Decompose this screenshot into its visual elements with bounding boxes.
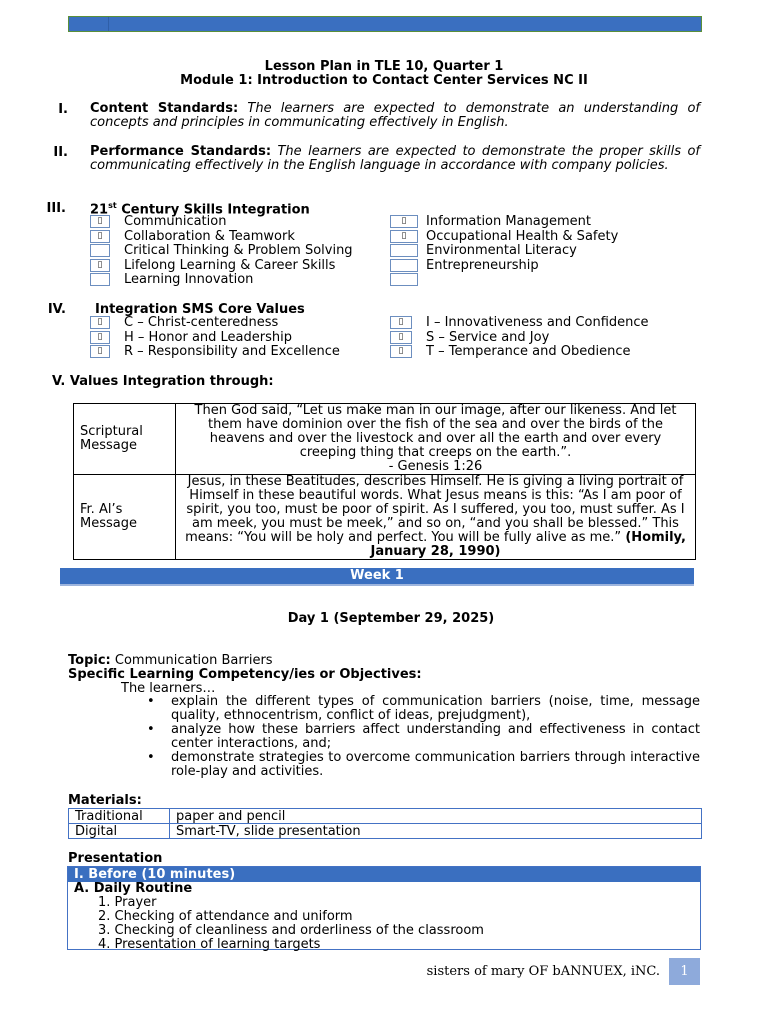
skill-label: Entrepreneurship — [426, 257, 539, 273]
page-number: 1 — [669, 958, 700, 985]
daily-routine-heading: A. Daily Routine — [74, 881, 193, 896]
objectives-heading: Specific Learning Competency/ies or Objectives: — [68, 667, 422, 682]
performance-standards-text: The learners are expected to demonstrate the proper skills of communicating effectively in the English language in accordance with company policies. — [90, 144, 701, 173]
skill-label: Environmental Literacy — [426, 243, 577, 258]
values-integration-heading: V. Values Integration through: — [52, 374, 274, 389]
list-item — [147, 750, 700, 779]
skill-checkbox[interactable]: ▯ — [90, 230, 110, 243]
skill-label: Occupational Health & Safety — [426, 228, 619, 244]
fr-al-message-label: Fr. Al’s Message — [74, 475, 176, 560]
scriptural-message-reference: - Genesis 1:26 — [388, 459, 483, 474]
core-value-label: T – Temperance and Obedience — [426, 344, 631, 359]
list-item: 1. Prayer — [98, 895, 157, 910]
table-row — [69, 824, 702, 839]
routine-list — [68, 896, 700, 952]
fr-al-message-cell — [176, 475, 696, 560]
skill-item — [390, 230, 618, 245]
core-values-right — [390, 316, 649, 360]
presentation-box — [67, 866, 701, 950]
table-row — [74, 404, 696, 475]
core-value-checkbox[interactable]: ▯ — [90, 345, 110, 358]
materials-table — [68, 808, 702, 839]
skill-item — [390, 259, 618, 274]
core-value-checkbox[interactable]: ▯ — [390, 331, 412, 344]
values-integration-table — [73, 403, 696, 560]
skill-label: Lifelong Learning & Career Skills — [124, 257, 336, 273]
objective-text: explain the different types of communication barriers (noise, time, message quality, ethnocentrism, conflict of ideas, prejudgment), — [171, 694, 700, 723]
core-value-item — [390, 331, 649, 346]
list-item — [147, 722, 700, 751]
core-value-checkbox[interactable]: ▯ — [90, 316, 110, 329]
skill-checkbox[interactable] — [390, 273, 418, 286]
core-value-label: I – Innovativeness and Confidence — [426, 315, 649, 330]
core-value-item — [90, 316, 340, 331]
list-item: 4. Presentation of learning targets — [98, 937, 321, 952]
fr-al-message-text: Jesus, in these Beatitudes, describes Himself. He is giving a living portrait of Himself in these beautiful words. What Jesus means is this: “As I am poor of spirit, you too, must be poor of spirit. As I suffered, you too, must suffer. As I am meek, you must be meek,” and so on, “and you shall be blessed.” This means: “You will be holy and perfect. You will be fully alive as me.” — [185, 474, 685, 545]
skills-left-list — [90, 215, 353, 288]
performance-standards-label: Performance Standards: — [90, 144, 272, 159]
scriptural-message-label: Scriptural Message — [74, 404, 176, 475]
footer-text: sisters of mary OF bANNUEX, iNC. — [426, 964, 660, 979]
document-title — [0, 60, 768, 88]
skill-checkbox[interactable]: ▯ — [390, 230, 418, 243]
material-type: Traditional — [69, 809, 170, 824]
title-line-2: Module 1: Introduction to Contact Center Services NC II — [180, 73, 588, 88]
list-item: 2. Checking of attendance and uniform — [98, 909, 353, 924]
skill-label: Information Management — [426, 214, 592, 229]
section-4-number: IV. — [47, 302, 66, 317]
skill-checkbox[interactable] — [390, 244, 418, 257]
fr-al-message-reference: (Homily, January 28, 1990) — [370, 530, 686, 559]
skill-label: Critical Thinking & Problem Solving — [124, 243, 353, 258]
section-2-number: II. — [53, 145, 68, 160]
scriptural-message-cell — [176, 404, 696, 475]
core-value-item — [390, 316, 649, 331]
skill-item — [90, 273, 353, 288]
skills-heading-text: Century Skills Integration — [116, 202, 310, 218]
skill-checkbox[interactable] — [90, 273, 110, 286]
before-header: I. Before (10 minutes) — [68, 867, 700, 882]
learners-intro: The learners… — [121, 681, 216, 696]
scriptural-message-text: Then God said, “Let us make man in our image, after our likeness. And let them have dominion over the fish of the sea and over the birds of the heavens and over the livestock and over all the earth and over every creeping thing that creeps on the earth.”. — [194, 403, 677, 460]
skill-checkbox[interactable]: ▯ — [90, 215, 110, 228]
core-values-left — [90, 316, 340, 360]
skill-checkbox[interactable] — [90, 244, 110, 257]
skills-heading-sup: st — [108, 201, 117, 210]
bullet-icon: • — [147, 722, 155, 737]
core-value-checkbox[interactable]: ▯ — [390, 316, 412, 329]
topic-value: Communication Barriers — [114, 653, 273, 668]
skill-label: Collaboration & Teamwork — [124, 228, 295, 244]
content-standards-label: Content Standards: — [90, 101, 239, 116]
week-header: Week 1 — [60, 568, 694, 586]
core-value-label: H – Honor and Leadership — [124, 329, 292, 345]
performance-standards — [90, 145, 700, 173]
skill-item — [90, 230, 353, 245]
section-3-number: III. — [46, 201, 66, 216]
topic-label: Topic: — [68, 653, 111, 668]
core-value-label: S – Service and Joy — [426, 329, 550, 345]
core-value-checkbox[interactable]: ▯ — [390, 345, 412, 358]
title-line-1: Lesson Plan in TLE 10, Quarter 1 — [264, 59, 504, 74]
skill-item — [90, 215, 353, 230]
table-row — [69, 809, 702, 824]
skill-checkbox[interactable]: ▯ — [390, 215, 418, 228]
objective-text: analyze how these barriers affect understanding and effectiveness in contact center interactions, and; — [171, 722, 700, 751]
objectives-list — [147, 694, 700, 779]
core-value-item — [90, 345, 340, 360]
materials-heading: Materials: — [68, 793, 142, 808]
skill-label: Learning Innovation — [124, 272, 254, 287]
content-standards-text: The learners are expected to demonstrate an understanding of concepts and principles in communicating effectively in English. — [90, 101, 700, 130]
content-standards — [90, 102, 700, 130]
core-value-item — [390, 345, 649, 360]
skills-heading-num: 21 — [90, 202, 109, 218]
skill-item — [390, 215, 618, 230]
core-values-heading: Integration SMS Core Values — [95, 302, 305, 317]
skill-item — [390, 244, 618, 259]
skill-checkbox[interactable]: ▯ — [90, 259, 110, 272]
table-row — [74, 475, 696, 560]
material-items: Smart-TV, slide presentation — [170, 824, 702, 839]
topic-line — [68, 653, 273, 668]
list-item — [147, 694, 700, 723]
skill-label: Communication — [124, 214, 227, 229]
presentation-heading: Presentation — [68, 851, 163, 866]
core-value-checkbox[interactable]: ▯ — [90, 331, 110, 344]
objective-text: demonstrate strategies to overcome communication barriers through interactive role-play and activities. — [171, 750, 700, 779]
skill-item — [90, 244, 353, 259]
core-value-item — [90, 331, 340, 346]
header-bar — [68, 16, 702, 32]
core-value-label: R – Responsibility and Excellence — [124, 344, 340, 359]
skill-item — [90, 259, 353, 274]
skill-item — [390, 273, 618, 288]
skills-right-list — [390, 215, 618, 288]
material-type: Digital — [69, 824, 170, 839]
day-heading: Day 1 (September 29, 2025) — [287, 611, 495, 626]
material-items: paper and pencil — [170, 809, 702, 824]
list-item: 3. Checking of cleanliness and orderliness of the classroom — [98, 923, 484, 938]
skill-checkbox[interactable] — [390, 259, 418, 272]
bullet-icon: • — [147, 750, 155, 765]
core-value-label: C – Christ-centeredness — [124, 315, 279, 330]
bullet-icon: • — [147, 694, 155, 709]
section-1-number: I. — [58, 102, 68, 117]
